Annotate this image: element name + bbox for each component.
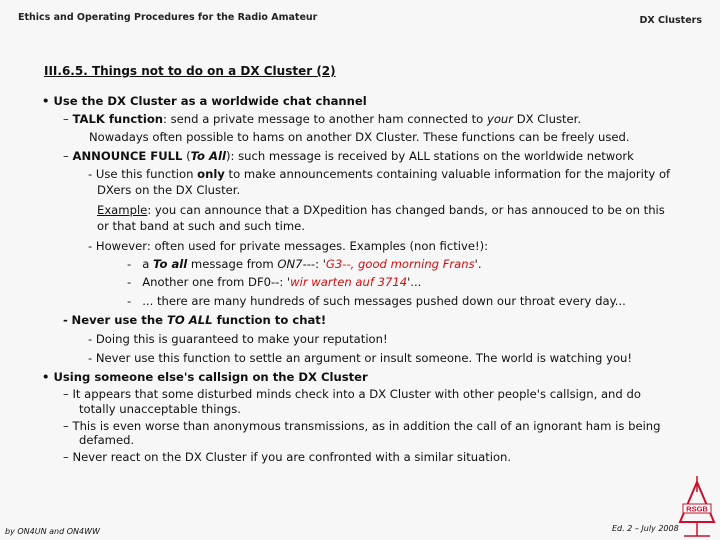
- use-only: only: [197, 167, 225, 181]
- callsign-1-line-1: It appears that some disturbed minds check into a DX Cluster with other people's callsign, and do: [72, 387, 641, 401]
- ex1-text-c: ---: ': [302, 257, 326, 271]
- footer-edition: Ed. 2 – July 2008: [612, 524, 679, 533]
- callsign-1-line-2: totally unacceptable things.: [79, 402, 241, 416]
- use-line-1: [88, 166, 670, 182]
- dash: –: [63, 112, 69, 126]
- doing-line: - Doing this is guaranteed to make your reputation!: [88, 332, 388, 346]
- example-label: Example: [97, 203, 148, 217]
- announce-to-all: To All: [190, 149, 226, 163]
- footer-authors: by ON4UN and ON4WW: [5, 527, 100, 536]
- ex3-text: ... there are many hundreds of such messages pushed down our throat every day...: [142, 294, 626, 308]
- dash: –: [63, 387, 69, 401]
- never-to-all: TO ALL: [167, 313, 213, 327]
- never-text-a: Never use the: [71, 313, 167, 327]
- header-title: Ethics and Operating Procedures for the Radio Amateur: [18, 12, 318, 23]
- dash: -: [127, 275, 132, 289]
- ex1-quote: G3--, good morning Frans: [325, 257, 475, 271]
- example-line-1: [97, 202, 665, 218]
- however-line: - However: often used for private messages. Examples (non fictive!):: [88, 239, 489, 253]
- callsign-item-2: [63, 418, 661, 434]
- example-text: : you can announce that a DXpedition has changed bands, or has annouced to be on this: [147, 203, 665, 217]
- example-line-2: or that band at such and such time.: [97, 219, 305, 233]
- dash: -: [127, 257, 132, 271]
- ex1-callsign: ON7: [277, 257, 303, 271]
- example-3: [127, 293, 626, 309]
- ex1-text-b: message from: [187, 257, 278, 271]
- dash: -: [63, 313, 68, 327]
- talk-label: TALK function: [72, 112, 164, 126]
- bullet-dot: •: [42, 94, 54, 108]
- use-text-a: - Use this function: [88, 167, 198, 181]
- talk-text-end: DX Cluster.: [513, 112, 582, 126]
- talk-line-2: Nowadays often possible to hams on another DX Cluster. These functions can be freely used.: [89, 130, 630, 144]
- ex1-text-a: a: [142, 257, 154, 271]
- announce-text: ): such message is received by ALL stations on the worldwide network: [225, 149, 634, 163]
- dash: –: [63, 450, 69, 464]
- bullet-2: [42, 369, 368, 385]
- dash: -: [127, 294, 132, 308]
- callsign-2-line-2: defamed.: [79, 433, 135, 447]
- dash: –: [63, 419, 69, 433]
- announce-paren-open: (: [182, 149, 191, 163]
- callsign-3-line-1: Never react on the DX Cluster if you are confronted with a similar situation.: [72, 450, 512, 464]
- callsign-item-3: [63, 449, 511, 465]
- bullet-1-heading: Use the DX Cluster as a worldwide chat channel: [53, 94, 367, 108]
- callsign-2-line-1: This is even worse than anonymous transmissions, as in addition the call of an ignorant ham is being: [72, 419, 661, 433]
- example-2: [127, 274, 421, 290]
- settle-line: - Never use this function to settle an argument or insult someone. The world is watching you!: [88, 351, 633, 365]
- ex2-quote: wir warten auf 3714: [290, 275, 408, 289]
- use-line-2: DXers on the DX Cluster.: [97, 183, 241, 197]
- bullet-1: [42, 93, 367, 109]
- rsgb-logo: [674, 474, 720, 540]
- talk-your: your: [486, 112, 514, 126]
- callsign-item-1: [63, 386, 641, 402]
- ex2-text-a: Another one from DF0--: ': [142, 275, 291, 289]
- never-item: [63, 312, 326, 328]
- ex1-text-d: '.: [474, 257, 482, 271]
- ex1-to-all: To all: [153, 257, 188, 271]
- bullet-2-heading: Using someone else's callsign on the DX Cluster: [53, 370, 368, 384]
- never-text-b: function to chat!: [212, 313, 327, 327]
- announce-item: [63, 148, 634, 164]
- example-1: [127, 256, 482, 272]
- logo-text: RSGB: [686, 504, 708, 514]
- talk-item: [63, 111, 581, 127]
- announce-label: ANNOUNCE FULL: [72, 149, 183, 163]
- use-text-b: to make announcements containing valuable information for the majority of: [224, 167, 671, 181]
- dash: –: [63, 149, 69, 163]
- header-section: DX Clusters: [639, 15, 702, 26]
- talk-text: : send a private message to another ham connected to: [163, 112, 487, 126]
- ex2-text-b: '...: [407, 275, 422, 289]
- bullet-dot: •: [42, 370, 54, 384]
- slide-title: III.6.5. Things not to do on a DX Cluster (2): [44, 64, 336, 78]
